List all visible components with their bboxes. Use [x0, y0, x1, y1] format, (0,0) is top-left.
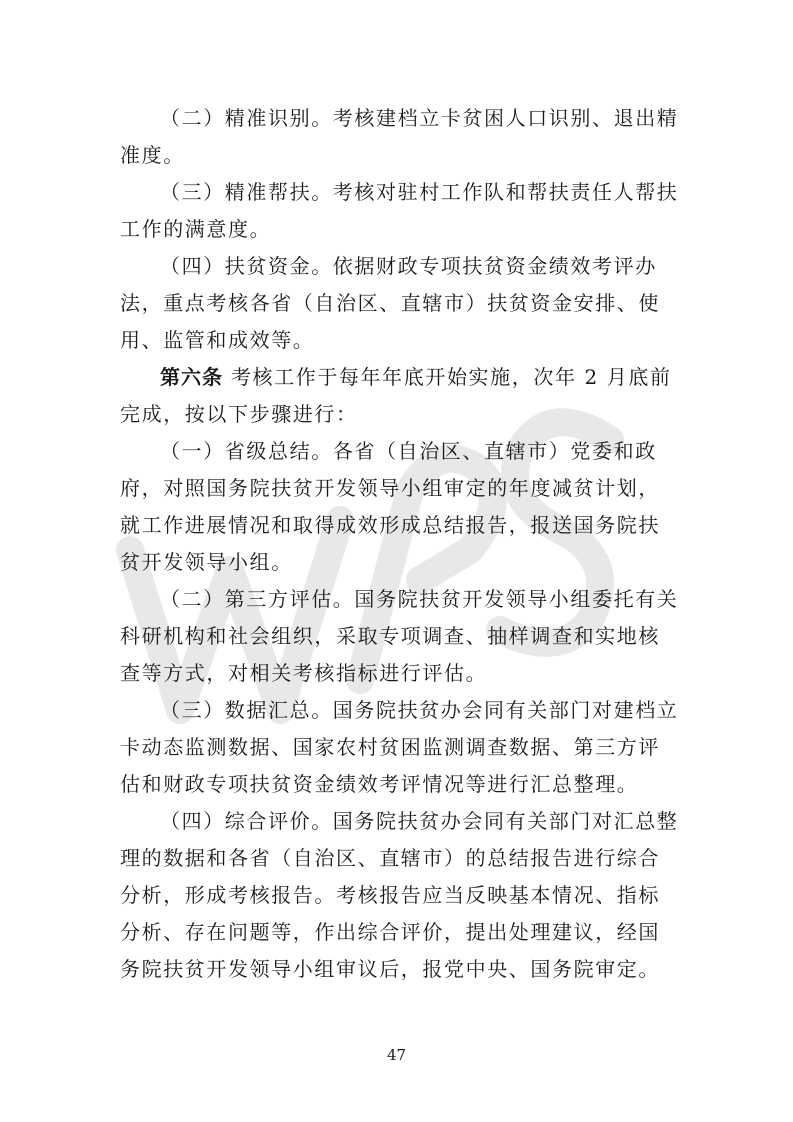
article-six-paragraph — [120, 359, 680, 433]
paragraph-precise-assistance: （三）精准帮扶。考核对驻村工作队和帮扶责任人帮扶工作的满意度。 — [120, 180, 679, 241]
article-six-heading: 第六条 — [160, 365, 223, 389]
step-comprehensive-evaluation: （四）综合评价。国务院扶贫办会同有关部门对汇总整理的数据和各省（自治区、直辖市）的总结报告进行综合分析，形成考核报告。考核报告应当反映基本情况、指标分析、存在问题等，作出综合评价，提出处理建议，经国务院扶贫开发领导小组审议后，报党中央、国务院审定。 — [120, 809, 679, 981]
document-body — [120, 100, 680, 988]
step-provincial-summary: （一）省级总结。各省（自治区、直辖市）党委和政府，对照国务院扶贫开发领导小组审定的年度减贫计划，就工作进展情况和取得成效形成总结报告，报送国务院扶贫开发领导小组。 — [120, 439, 660, 574]
paragraph-poverty-funds: （四）扶贫资金。依据财政专项扶贫资金绩效考评办法，重点考核各省（自治区、直辖市）扶贫资金安排、使用、监管和成效等。 — [120, 254, 660, 352]
article-six-text: 考核工作于每年年底开始实施，次年 2 月底前完成，按以下步骤进行： — [120, 365, 672, 426]
step-third-party-evaluation: （二）第三方评估。国务院扶贫开发领导小组委托有关科研机构和社会组织，采取专项调查、抽样调查和实地核查等方式，对相关考核指标进行评估。 — [120, 587, 679, 685]
step-data-aggregation: （三）数据汇总。国务院扶贫办会同有关部门对建档立卡动态监测数据、国家农村贫困监测调查数据、第三方评估和财政专项扶贫资金绩效考评情况等进行汇总整理。 — [120, 698, 679, 796]
paragraph-precise-identification: （二）精准识别。考核建档立卡贫困人口识别、退出精准度。 — [120, 106, 679, 167]
page-number: 47 — [386, 1046, 407, 1064]
